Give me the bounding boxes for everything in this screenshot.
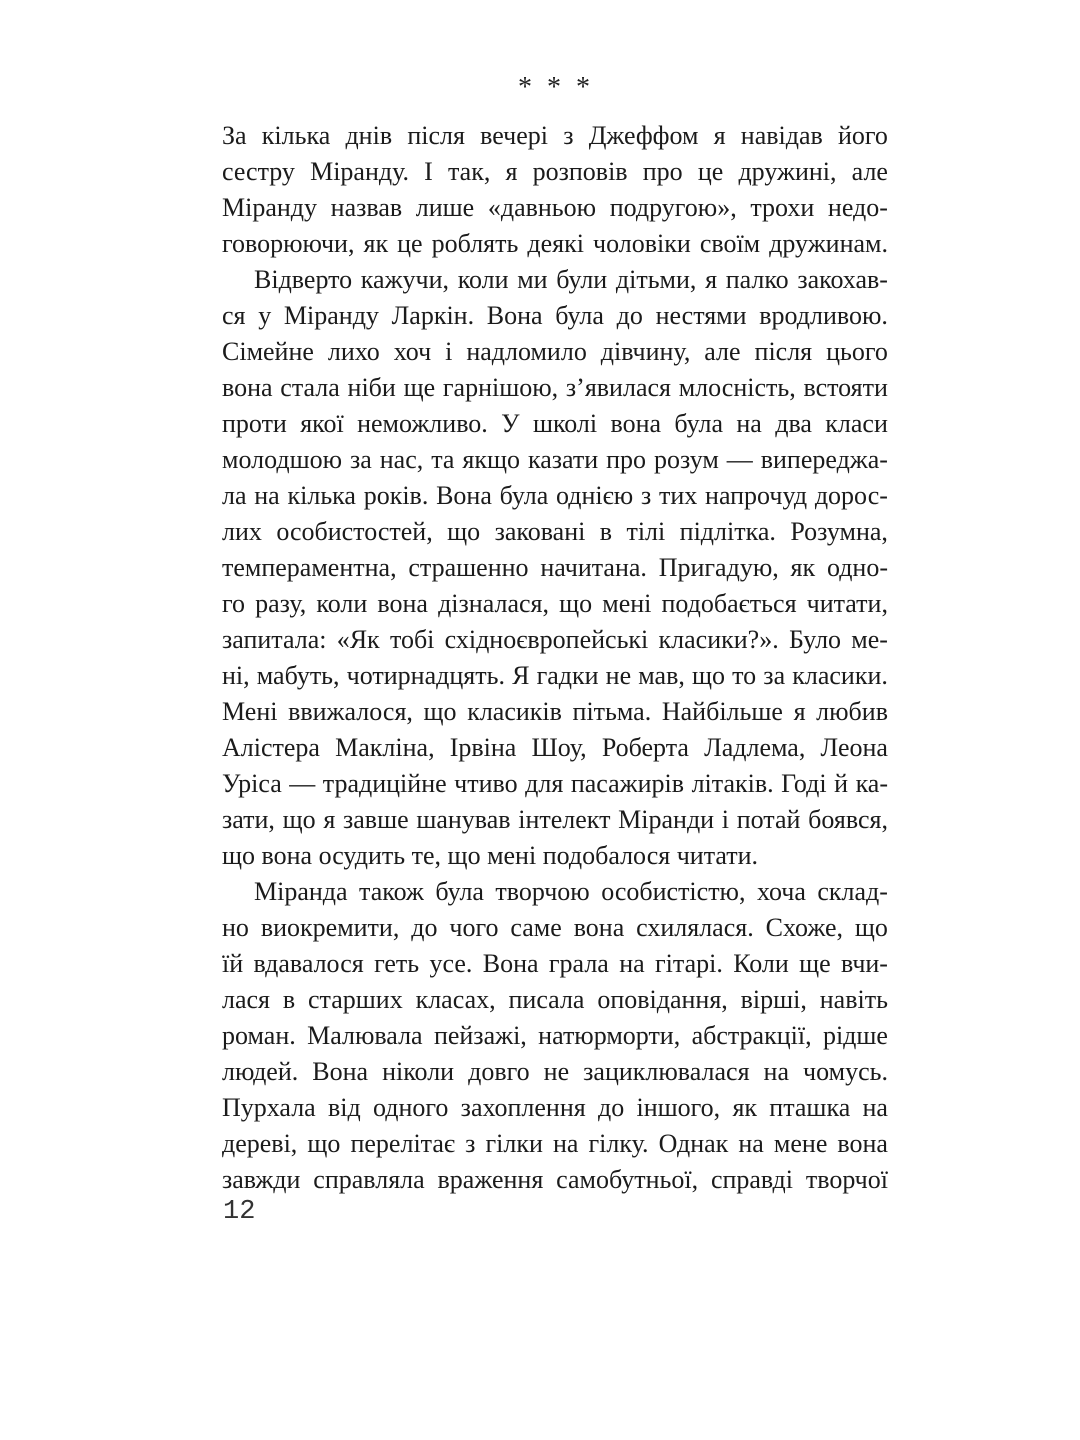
text-line: Міранда також була творчою особистістю, хоча склад- xyxy=(254,877,888,906)
text-line: дереві, що перелітає з гілки на гілку. Однак на мене вона xyxy=(222,1129,888,1158)
text-line: запитала: «Як тобі східноєвропейські класики?». Було ме- xyxy=(222,625,888,654)
text-line: темпераментна, страшенно начитана. Пригадую, як одно- xyxy=(222,553,888,582)
text-line: ла на кілька років. Вона була однією з тих напрочуд дорос- xyxy=(222,481,888,510)
text-line: лася в старших класах, писала оповідання, вірші, навіть xyxy=(222,985,888,1014)
text-line: За кілька днів після вечері з Джеффом я навідав його xyxy=(222,121,888,150)
text-line: що вона осудить те, що мені подобалося читати. xyxy=(222,841,759,870)
text-line: Відверто кажучи, коли ми були дітьми, я палко закохав- xyxy=(254,265,888,294)
text-line: роман. Малювала пейзажі, натюрморти, абстракції, рідше xyxy=(222,1021,888,1050)
text-line: молодшою за нас, та якщо казати про розум — випереджа- xyxy=(222,445,888,474)
text-line: лих особистостей, що заковані в тілі підлітка. Розумна, xyxy=(222,517,888,546)
text-line: вона стала ніби ще гарнішою, з’явилася млосність, встояти xyxy=(222,373,888,402)
text-line: Алістера Макліна, Ірвіна Шоу, Роберта Ладлема, Леона xyxy=(222,733,888,762)
text-line: людей. Вона ніколи довго не зациклювалася на чомусь. xyxy=(222,1057,888,1086)
page-number: 12 xyxy=(223,1197,256,1227)
text-line: Міранду назвав лише «давньою подругою», трохи недо- xyxy=(222,193,888,222)
text-line: ні, мабуть, чотирнадцять. Я гадки не мав, що то за класики. xyxy=(222,661,888,690)
text-line: го разу, коли вона дізналася, що мені подобається читати, xyxy=(222,589,888,618)
text-line: Пурхала від одного захоплення до іншого, як пташка на xyxy=(222,1093,888,1122)
text-line: їй вдавалося геть усе. Вона грала на гітарі. Коли ще вчи- xyxy=(222,949,888,978)
text-line: зати, що я завше шанував інтелект Міранди і потай боявся, xyxy=(222,805,888,834)
text-line: говорюючи, як це роблять деякі чоловіки своїм дружинам. xyxy=(222,229,888,258)
text-line: ся у Міранду Ларкін. Вона була до нестями вродливою. xyxy=(222,301,888,330)
section-separator: * * * xyxy=(518,72,592,103)
text-line: сестру Міранду. І так, я розповів про це дружині, але xyxy=(222,157,888,186)
text-line: Сімейне лихо хоч і надломило дівчину, але після цього xyxy=(222,337,888,366)
text-line: но виокремити, до чого саме вона схилялася. Схоже, що xyxy=(222,913,888,942)
text-block xyxy=(222,70,888,1198)
paragraph-2 xyxy=(222,262,888,874)
text-line: проти якої неможливо. У школі вона була на два класи xyxy=(222,409,888,438)
text-line: Мені ввижалося, що класиків пітьма. Найбільше я любив xyxy=(222,697,888,726)
paragraph-1 xyxy=(222,118,888,262)
text-line: завжди справляла враження самобутньої, справді творчої xyxy=(222,1165,888,1194)
paragraph-3 xyxy=(222,874,888,1198)
text-line: Уріса — традиційне чтиво для пасажирів літаків. Годі й ка- xyxy=(222,769,888,798)
